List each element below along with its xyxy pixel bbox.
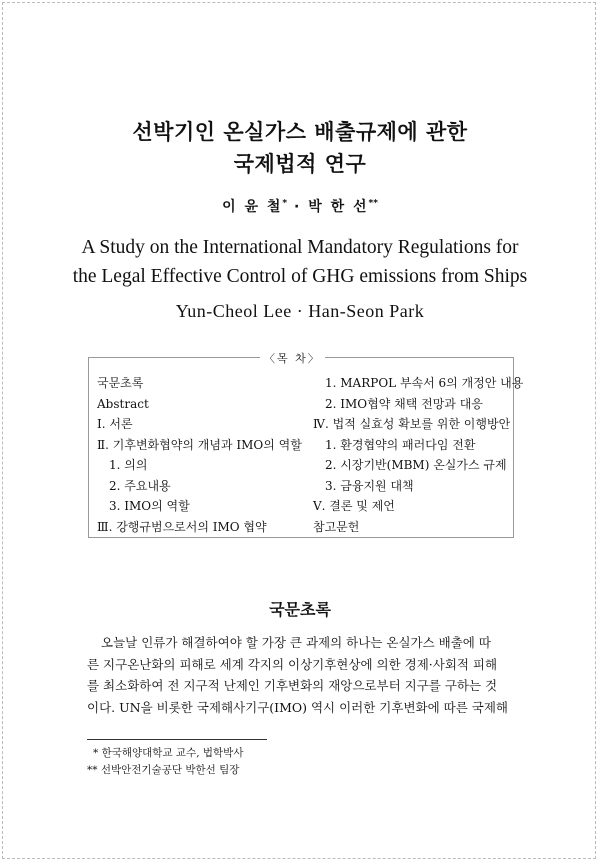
toc-item[interactable]: 2. IMO협약 채택 전망과 대응 [325, 396, 483, 411]
toc-item[interactable]: Abstract [97, 396, 149, 411]
paper-title-ko-line1: 선박기인 온실가스 배출규제에 관한 [132, 120, 468, 144]
author-separator: · [287, 199, 309, 215]
abstract-body [87, 632, 515, 718]
author-2-name: 박 한 선 [308, 199, 369, 215]
toc-item[interactable]: Ⅴ. 결론 및 제언 [313, 499, 395, 513]
toc-right-column [313, 373, 523, 537]
footnote-divider [87, 739, 267, 740]
toc-item[interactable]: 1. 환경협약의 패러다임 전환 [325, 437, 476, 452]
toc-item[interactable]: 1. MARPOL 부속서 6의 개정안 내용 [325, 376, 524, 390]
toc-item[interactable]: Ⅳ. 법적 실효성 확보를 위한 이행방안 [313, 417, 511, 431]
author-2-footnote-mark: ** [368, 198, 378, 209]
toc-heading: 〈목 차〉 [260, 350, 325, 366]
authors-en: Yun-Cheol Lee · Han-Seon Park [175, 301, 425, 321]
toc-item[interactable]: 1. 의의 [109, 458, 148, 472]
toc-item[interactable]: 국문초록 [97, 376, 144, 390]
toc-item[interactable]: 2. 시장기반(MBM) 온실가스 규제 [325, 458, 507, 472]
toc-item[interactable]: 3. IMO의 역할 [109, 499, 190, 513]
toc-item[interactable]: Ⅲ. 강행규범으로서의 IMO 협약 [97, 519, 267, 534]
footnote-1: * 한국해양대학교 교수, 법학박사 [93, 747, 244, 759]
toc-item[interactable]: Ⅱ. 기후변화협약의 개념과 IMO의 역할 [97, 437, 302, 452]
toc-item[interactable]: 참고문헌 [313, 519, 360, 534]
footnote-2: ** 선박안전기술공단 박한선 팀장 [87, 764, 240, 776]
toc-item[interactable]: 3. 금융지원 대책 [325, 478, 414, 493]
abstract-heading: 국문초록 [269, 600, 331, 619]
paper-title-en-line2: the Legal Effective Control of GHG emissions from Ships [72, 266, 528, 287]
toc-left-column [97, 373, 302, 537]
abstract-line: 오늘날 인류가 해결하여야 할 가장 큰 과제의 하나는 온실가스 배출에 따 [101, 635, 491, 650]
author-1-name: 이 윤 철 [222, 199, 283, 215]
abstract-line: 를 최소화하여 전 지구적 난제인 기후변화의 재앙으로부터 지구를 구하는 것 [87, 678, 498, 693]
footnotes [87, 745, 243, 779]
author-1-footnote-mark: * [282, 198, 288, 209]
authors-ko [0, 196, 600, 216]
abstract-line: 이다. UN을 비롯한 국제해사기구(IMO) 역시 이러한 기후변화에 따른 국제해 [87, 699, 508, 715]
abstract-line: 른 지구온난화의 피해로 세계 각지의 이상기후현상에 의한 경제·사회적 피해 [87, 656, 498, 672]
paper-title-ko-line2: 국제법적 연구 [233, 152, 367, 176]
toc-item[interactable]: 2. 주요내용 [109, 478, 171, 493]
toc-item[interactable]: Ⅰ. 서론 [97, 417, 133, 431]
paper-title-en-line1: A Study on the International Mandatory Regulations for [81, 237, 519, 258]
